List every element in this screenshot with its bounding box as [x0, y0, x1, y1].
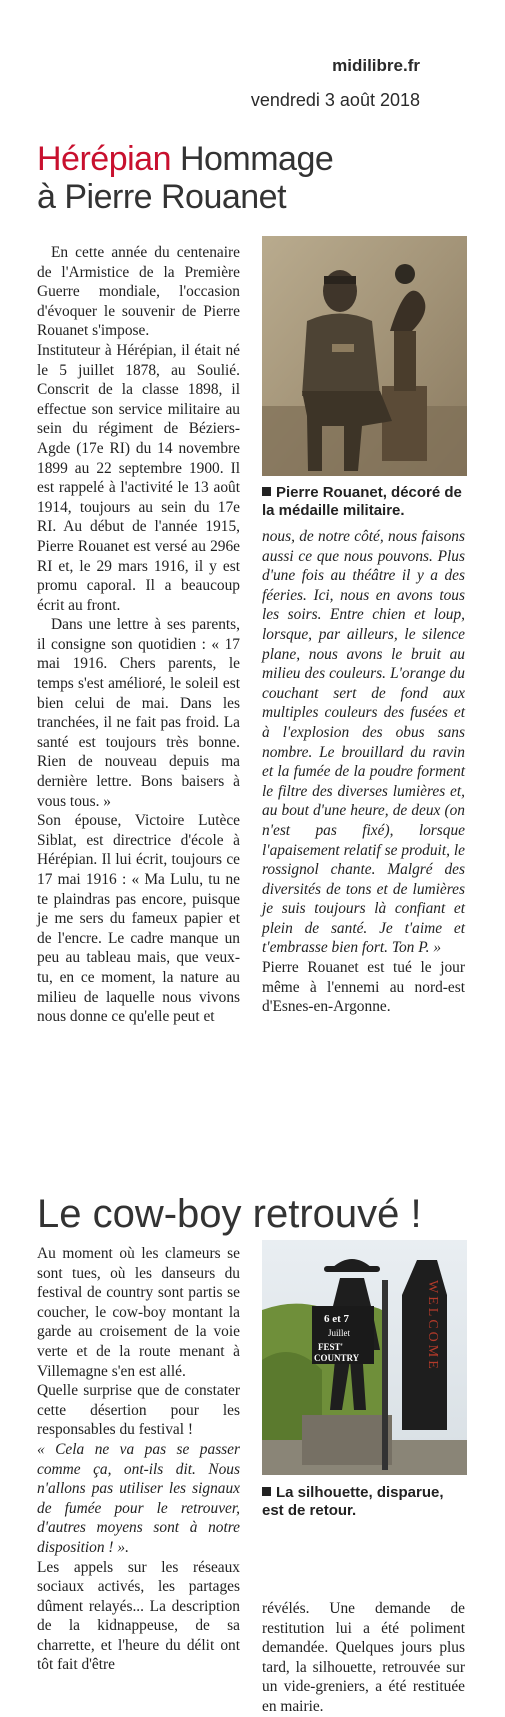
- city-label: Hérépian: [37, 140, 171, 178]
- title-line-1: Hommage: [179, 140, 334, 178]
- paragraph: révélés. Une demande de restitution lui a été poliment demandée. Quelques jours plus tard, la silhouette, retrouvée sur un vide-greniers, a été restituée en mairie.: [262, 1600, 465, 1715]
- paragraph: Dans une lettre à ses parents, il consigne son quotidien : « 17 mai 1916. Chers parents, le temps s'est amélioré, le soleil est bien celui de mai. Dans les tranchées, il ne fait pas froid. La santé est toujours très bonne. Rien de nouveau depuis ma dernière lettre. Bons baisers à vous tous. »: [37, 616, 240, 810]
- article2-column-1: [37, 1244, 240, 1675]
- paragraph: Pierre Rouanet est tué le jour même à l'ennemi au nord-est d'Esnes-en-Argonne.: [262, 959, 465, 1016]
- paragraph: Au moment où les clameurs se sont tues, où les danseurs du festival de country sont partis se coucher, le cow-boy montant la garde au croisement de la voie verte et de la route menant à Villemagne s'en est allé.: [37, 1245, 240, 1380]
- article2-title: Le cow-boy retrouvé !: [37, 1192, 422, 1236]
- publication-date: vendredi 3 août 2018: [250, 90, 420, 110]
- caption-text: Pierre Rouanet, décoré de la médaille militaire.: [262, 484, 462, 519]
- sign-event-1: FEST': [318, 1342, 344, 1352]
- caption-square-icon: [262, 487, 271, 496]
- sign-welcome: WELCOME: [425, 1280, 440, 1372]
- sign-event-2: COUNTRY: [314, 1353, 360, 1363]
- paragraph: Quelle surprise que de constater cette désertion pour les responsables du festival !: [37, 1382, 240, 1439]
- paragraph: nous, de notre côté, nous faisons aussi ce que nous pouvons. Plus d'une fois au théâtre il y a des féeries. Ici, nous en avons tous les soirs. Entre chien et loup, lorsque, par ailleurs, le silence plane, nous avons le bruit au milieu des couleurs. L'orange du couchant sert de fond aux multiples couleurs des fusées et à l'explosion des obus sans nombre. Le brouillard du ravin et la fumée de la poudre forment le filtre des diverses lumières et, au bout d'une heure, de deux (on n'est pas fixé), lorsque l'apaisement relatif se produit, le rossignol chante. Malgré des diversités de tons et de lumières je suis toujours là confiant et plein de santé. Je t'aime et t'embrasse bien fort. Ton P. »: [262, 528, 465, 957]
- cowboy-photo: [262, 1240, 467, 1475]
- photo-caption: [262, 1484, 467, 1520]
- sign-day: 6 et 7: [324, 1313, 350, 1325]
- caption-text: La silhouette, disparue, est de retour.: [262, 1484, 444, 1519]
- article-title: [37, 140, 477, 216]
- paragraph: En cette année du centenaire de l'Armistice de la Première Guerre mondiale, l'occasion d'évoquer le souvenir de Pierre Rouanet s'impose.: [37, 244, 240, 340]
- sign-month: Juillet: [328, 1328, 350, 1338]
- portrait-photo: [262, 236, 467, 476]
- article-column-1: [37, 243, 240, 1027]
- paragraph: « Cela ne va pas se passer comme ça, ont-ils dit. Nous n'allons pas utiliser les signaux de fumée pour le retrouver, d'autres moyens sont à notre disposition ! ».: [37, 1440, 240, 1556]
- title-line-2: à Pierre Rouanet: [37, 178, 287, 216]
- paragraph: Les appels sur les réseaux sociaux activés, les partages dûment relayés... La description de la kidnappeuse, de sa charrette, et l'heure du délit ont tôt fait d'être: [37, 1558, 240, 1674]
- article-column-2: [262, 527, 465, 1017]
- paragraph: Instituteur à Hérépian, il était né le 5 juillet 1878, au Soulié. Conscrit de la classe 1898, il effectue son service militaire au sein du régiment de Béziers-Agde (17e RI) du 14 novembre 1899 au 22 septembre 1900. Il est rappelé à l'activité le 13 août 1914, toujours au sein du 17e RI. Au début de l'année 1915, Pierre Rouanet est versé au 296e RI et, le 29 mars 1916, il y est promu caporal. Il a beaucoup écrit au front.: [37, 341, 240, 614]
- caption-square-icon: [262, 1487, 271, 1496]
- paragraph: Son épouse, Victoire Lutèce Siblat, est directrice d'école à Hérépian. Il lui écrit, toujours ce 17 mai 1916 : « Ma Lulu, tu ne te plaindras pas encore, puisque je me sers du fameux papier et de l'encre. Le cadre manque un peu au tableau mais, que veux-tu, en ce moment, la nature au milieu de laquelle nous vivons nous donne ce qu'elle peut et: [37, 812, 240, 1026]
- photo-caption: [262, 484, 467, 520]
- site-name: midilibre.fr: [332, 56, 420, 75]
